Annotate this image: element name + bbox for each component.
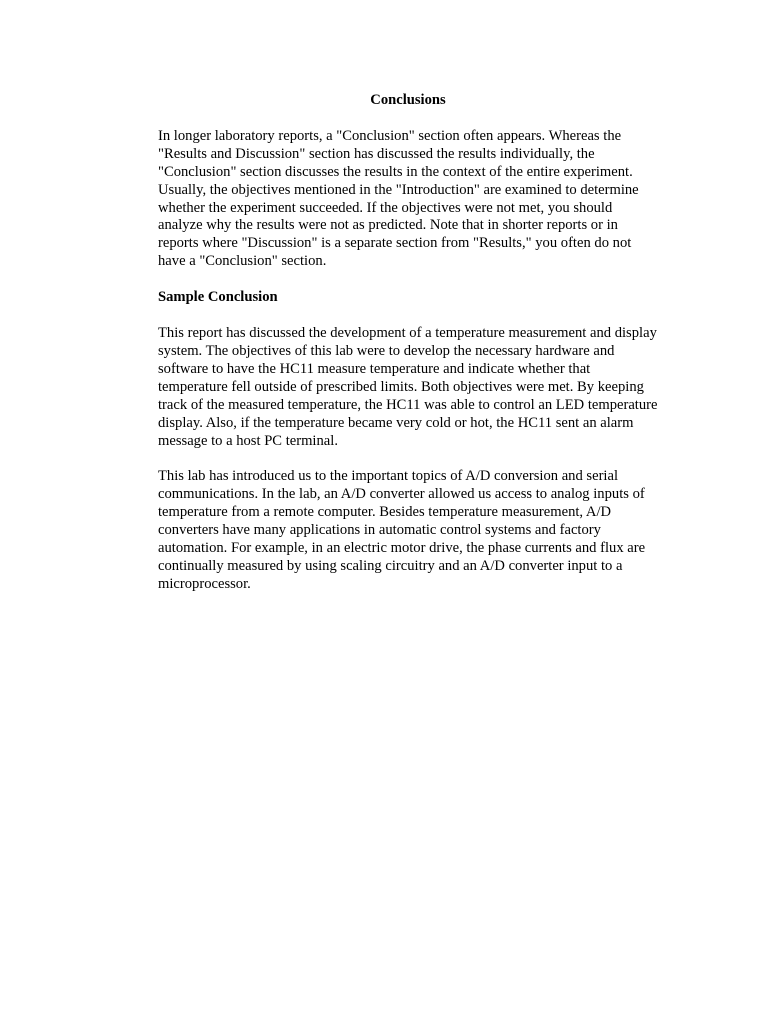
sample-paragraph-1: This report has discussed the development of a temperature measurement and display system. The objectives of this lab were to develop the necessary hardware and software to have the HC11 measure temperature and indicate whether that temperature fell outside of prescribed limits. Both objectives were met. By keeping track of the measured temperature, the HC11 was able to control an LED temperature display. Also, if the temperature became very cold or hot, the HC11 sent an alarm message to a host PC terminal.	[158, 325, 658, 449]
page-title: Conclusions	[370, 92, 446, 108]
intro-paragraph: In longer laboratory reports, a "Conclusion" section often appears. Whereas the "Results and Discussion" section has discussed the results individually, the "Conclusion" section discusses the results in the context of the entire experiment. Usually, the objectives mentioned in the "Introduction" are examined to determine whether the experiment succeeded. If the objectives were not met, you should analyze why the results were not as predicted. Note that in shorter reports or in reports where "Discussion" is a separate section from "Results," you often do not have a "Conclusion" section.	[158, 127, 639, 270]
document-page	[158, 92, 658, 612]
sample-paragraph-2: This lab has introduced us to the important topics of A/D conversion and serial communications. In the lab, an A/D converter allowed us access to analog inputs of temperature from a remote computer. Besides temperature measurement, A/D converters have many applications in automatic control systems and factory automation. For example, in an electric motor drive, the phase currents and flux are continually measured by using scaling circuitry and an A/D converter input to a microprocessor.	[158, 468, 646, 592]
sample-conclusion-heading: Sample Conclusion	[158, 289, 278, 306]
